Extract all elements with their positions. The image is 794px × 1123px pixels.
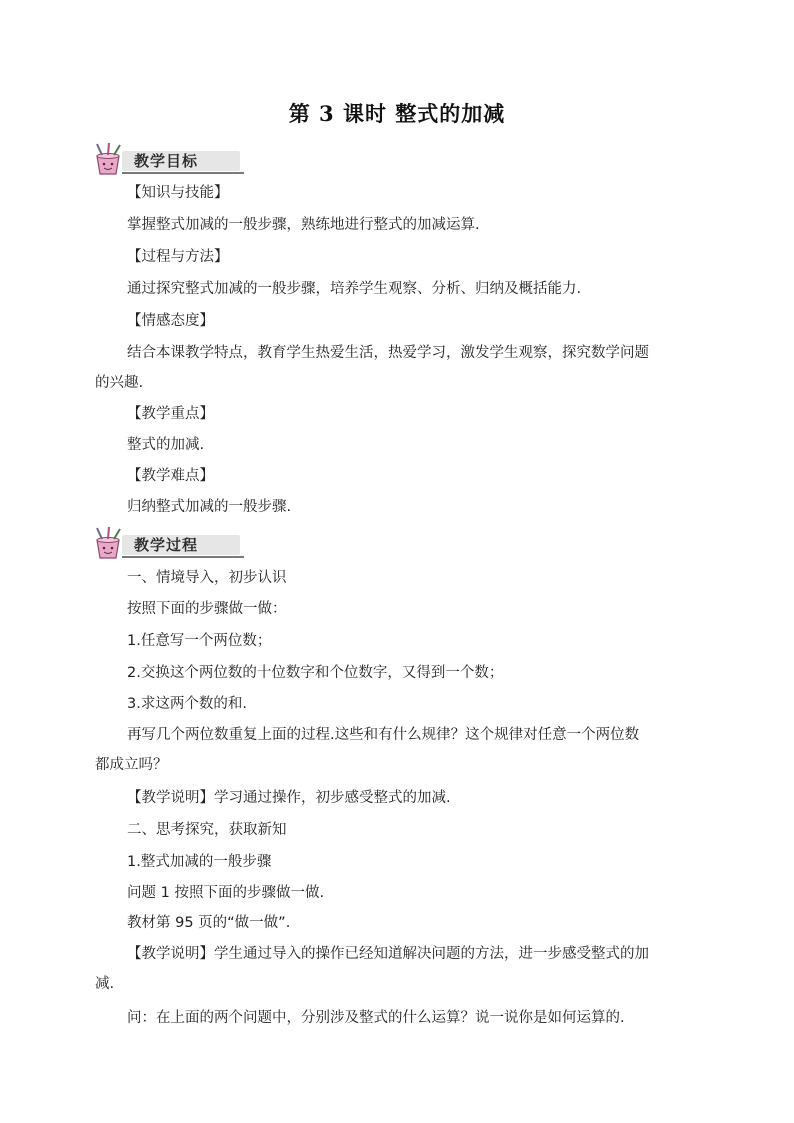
text-line: 通过探究整式加减的一般步骤，培养学生观察、分析、归纳及概括能力. [127,281,582,297]
text-line: 【教学重点】 [127,406,214,422]
lesson-title: 第 3 课时 整式的加减 [288,101,506,126]
section-title-process: 教学过程 [134,536,199,554]
text-line: 问：在上面的两个问题中，分别涉及整式的什么运算？说一说你是如何运算的. [127,1010,625,1026]
section-title-goals: 教学目标 [134,152,199,170]
text-line: 2.交换这个两位数的十位数字和个位数字，又得到一个数； [127,665,504,681]
text-line: 3.求这两个数的和. [127,696,247,712]
text-line: 【知识与技能】 [127,185,229,201]
text-line: 归纳整式加减的一般步骤. [127,499,292,515]
text-line: 掌握整式加减的一般步骤，熟练地进行整式的加减运算. [127,217,480,233]
text-line: 1.整式加减的一般步骤 [127,854,272,870]
text-line: 【情感态度】 [127,313,214,329]
section-badge-goals [88,142,248,178]
text-line: 二、思考探究，获取新知 [127,822,287,838]
text-line: 再写几个两位数重复上面的过程.这些和有什么规律？这个规律对任意一个两位数 [127,727,640,743]
text-line: 1.任意写一个两位数； [127,633,272,649]
text-line: 教材第 95 页的“做一做”. [127,915,291,931]
text-line: 【教学说明】学习通过操作，初步感受整式的加减. [127,790,451,806]
text-line: 【过程与方法】 [127,249,229,265]
text-line: 的兴趣. [95,375,144,391]
section-badge-process [88,526,248,562]
text-line: 按照下面的步骤做一做： [127,601,287,617]
text-line: 一、情境导入，初步认识 [127,570,287,586]
text-line: 结合本课教学特点，教育学生热爱生活，热爱学习，激发学生观察，探究数学问题 [127,345,649,361]
text-line: 问题 1 按照下面的步骤做一做. [127,885,325,901]
text-line: 减. [95,976,115,992]
text-line: 整式的加减. [127,437,205,453]
text-line: 都成立吗？ [95,757,168,773]
text-line: 【教学难点】 [127,468,214,484]
text-line: 【教学说明】学生通过导入的操作已经知道解决问题的方法，进一步感受整式的加 [127,946,649,962]
